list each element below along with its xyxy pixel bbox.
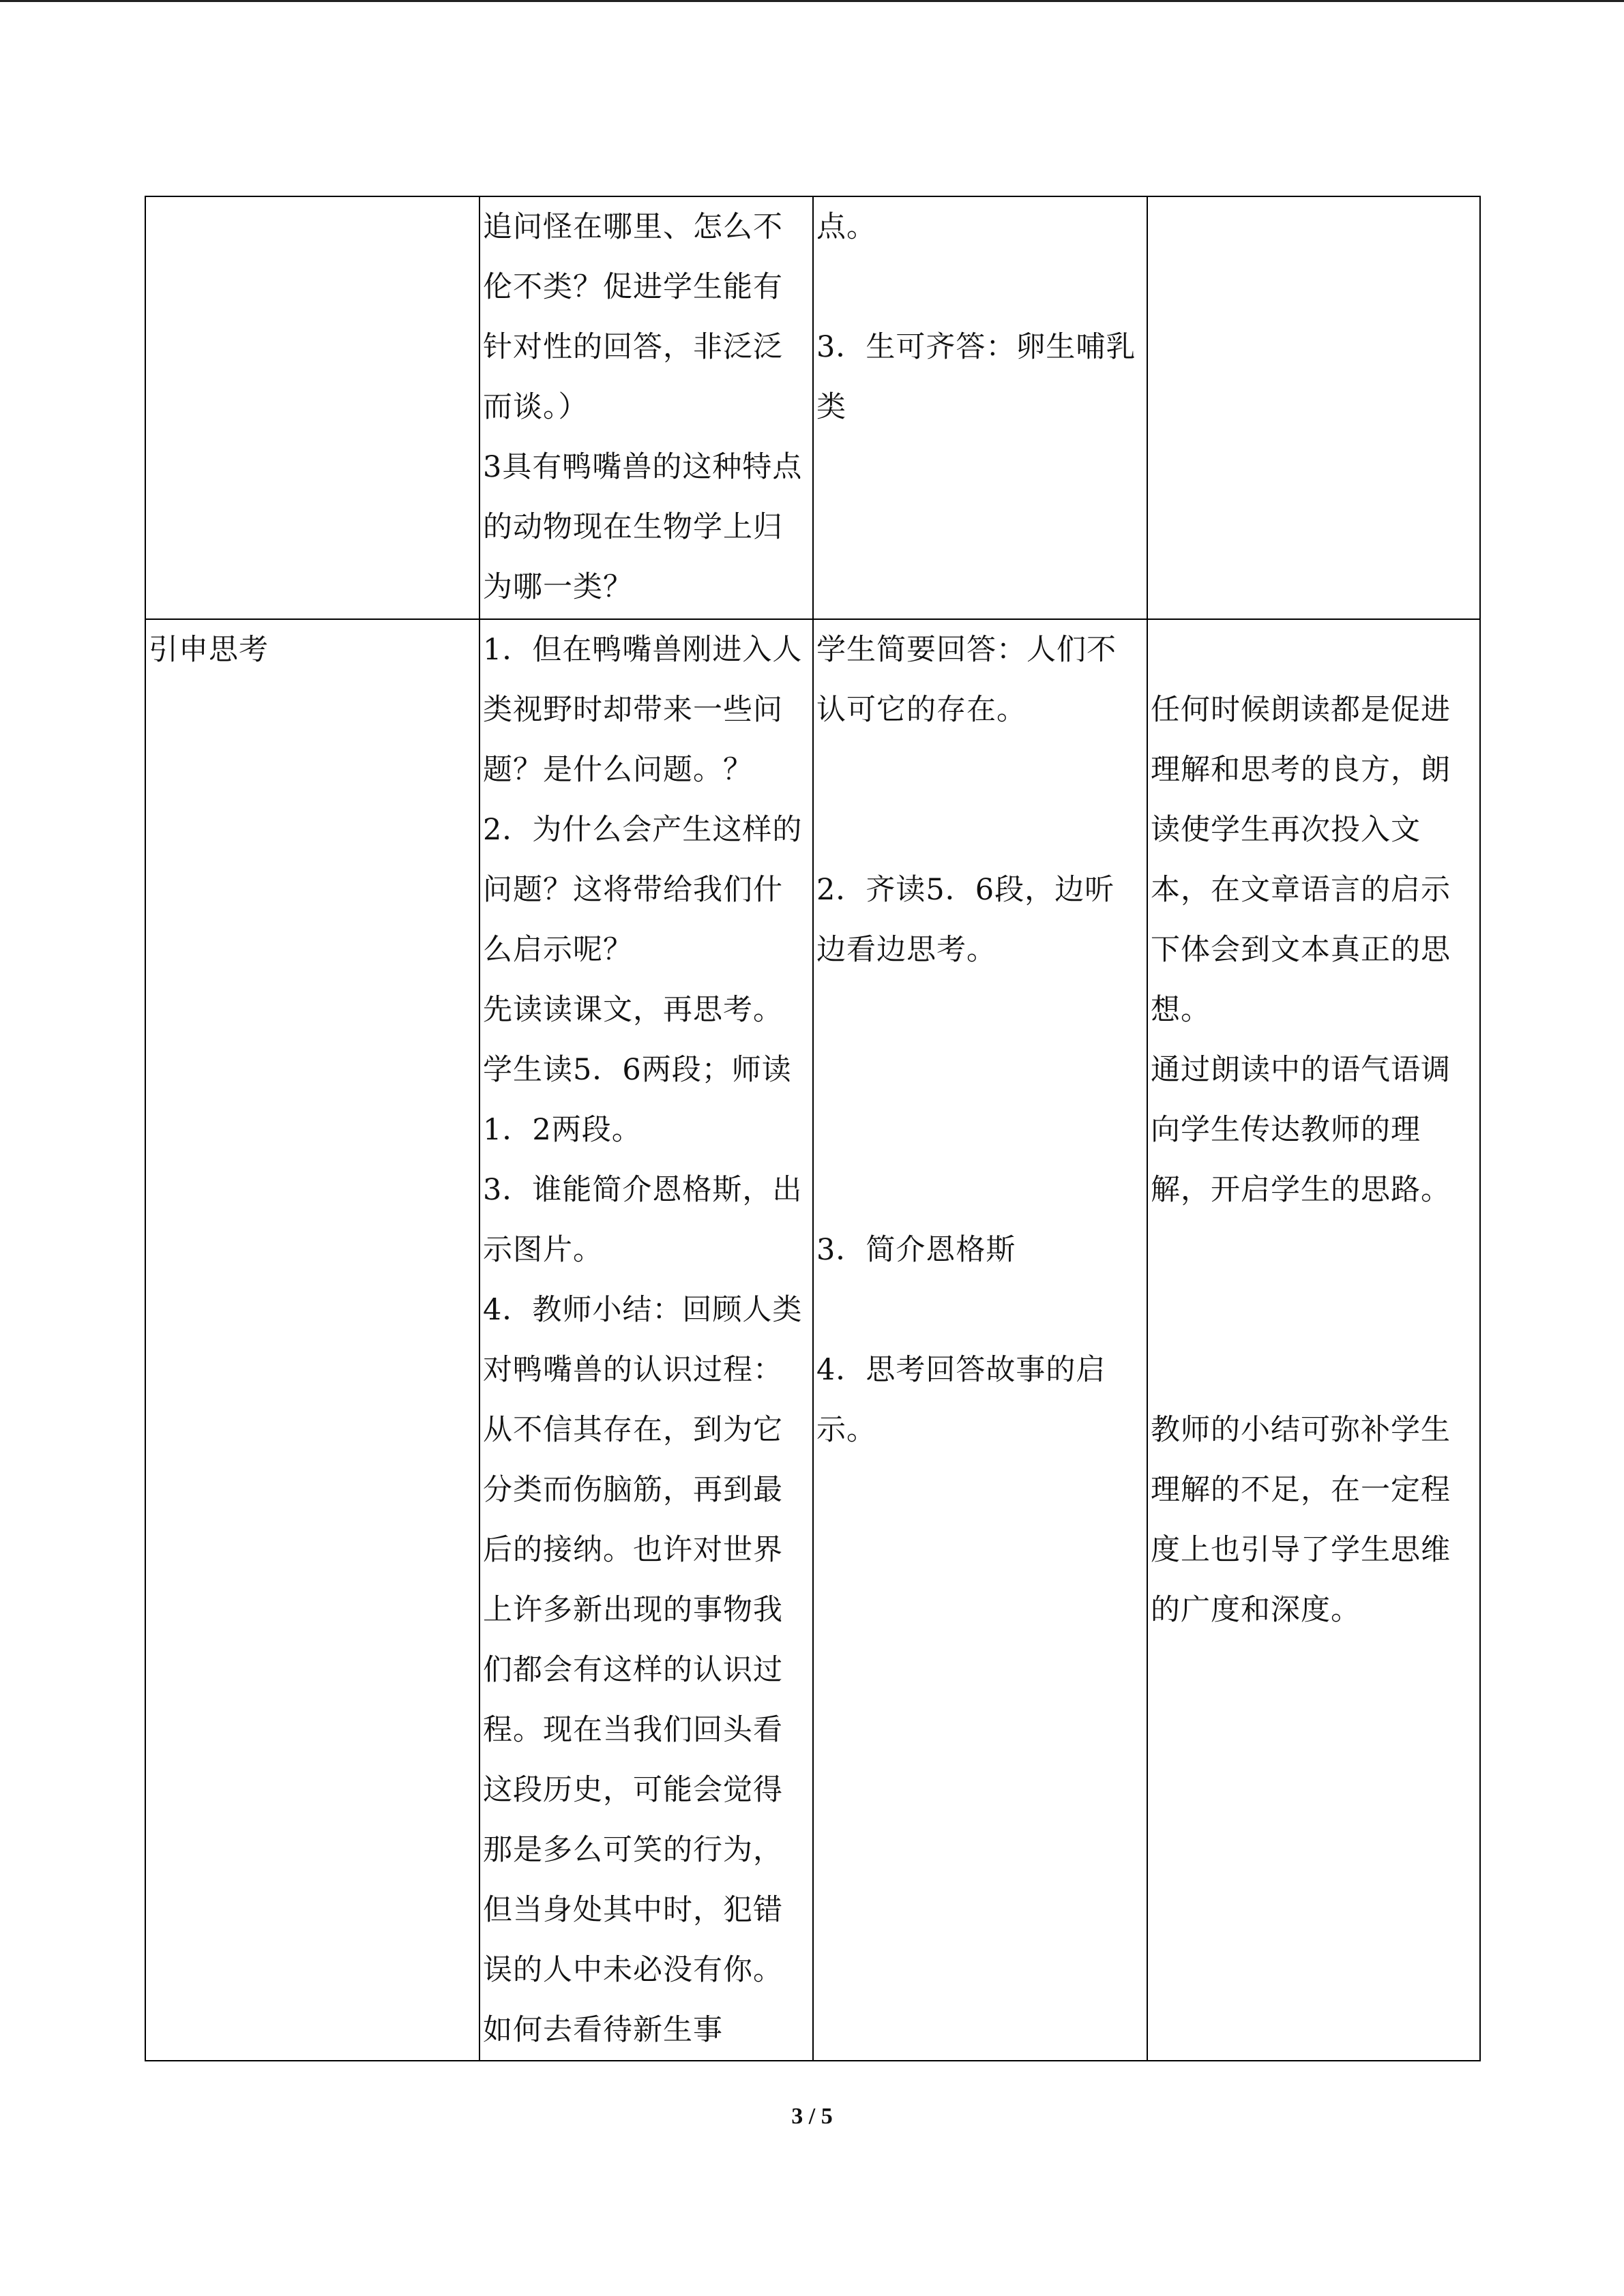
page-number: 3 / 5	[791, 2104, 833, 2129]
student-activity-cell: 点。 3．生可齐答：卵生哺乳类	[813, 196, 1147, 619]
stage-cell	[145, 196, 479, 619]
table-row	[145, 619, 1480, 2061]
teacher-activity-cell: 追问怪在哪里、怎么不伦不类？促进学生能有针对性的回答，非泛泛而谈。） 3具有鸭嘴兽的这种特点的动物现在生物学上归为哪一类？	[479, 196, 813, 619]
student-activity-cell: 学生简要回答：人们不认可它的存在。 2．齐读5．6段，边听边看边思考。 3．简介恩格斯 4．思考回答故事的启示。	[813, 619, 1147, 2061]
lesson-plan-table	[145, 196, 1481, 2061]
stage-cell: 引申思考	[145, 619, 479, 2061]
design-intent-cell	[1147, 196, 1480, 619]
design-intent-cell: 任何时候朗读都是促进理解和思考的良方，朗读使学生再次投入文本，在文章语言的启示下体会到文本真正的思想。 通过朗读中的语气语调向学生传达教师的理解，开启学生的思路。 教师的小结可弥补学生理解的不足，在一定程度上也引导了学生思维的广度和深度。	[1147, 619, 1480, 2061]
page-top-border	[0, 0, 1624, 2]
table-row	[145, 196, 1480, 619]
teacher-activity-cell: 1．但在鸭嘴兽刚进入人类视野时却带来一些问题？是什么问题。？ 2．为什么会产生这样的问题？这将带给我们什么启示呢？ 先读读课文，再思考。 学生读5．6两段；师读1．2两段。 3．谁能简介恩格斯，出示图片。 4．教师小结：回顾人类对鸭嘴兽的认识过程：从不信其存在，到为它分类而伤脑筋，再到最后的接纳。也许对世界上许多新出现的事物我们都会有这样的认识过程。现在当我们回头看这段历史，可能会觉得那是多么可笑的行为，但当身处其中时，犯错误的人中未必没有你。如何去看待新生事	[479, 619, 813, 2061]
